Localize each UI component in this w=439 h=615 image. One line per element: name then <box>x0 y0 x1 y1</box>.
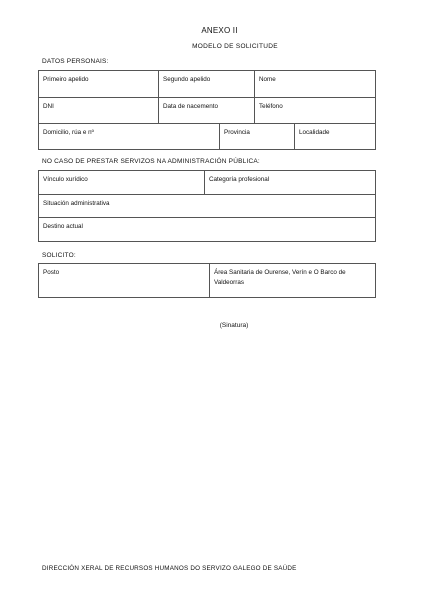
birth-date-label: Data de nacemento <box>163 103 218 110</box>
professional-category-field[interactable] <box>204 171 375 194</box>
request-heading: SOLICITO: <box>42 252 76 259</box>
public-row-destination <box>39 218 375 241</box>
second-surname-field[interactable] <box>158 71 254 97</box>
professional-category-label: Categoría profesional <box>209 176 270 183</box>
administrative-status-field[interactable] <box>39 195 375 217</box>
personal-row-id <box>39 98 375 124</box>
locality-field[interactable] <box>294 124 375 149</box>
health-area-line-1: Área Sanitaria de Ourense, Verín e O Barco de <box>214 269 346 276</box>
position-field[interactable] <box>39 264 209 297</box>
phone-label: Teléfono <box>259 103 283 110</box>
request-box <box>38 263 376 298</box>
dni-field[interactable] <box>39 98 158 123</box>
health-area-line-2: Valdeorras <box>214 279 244 286</box>
legal-link-field[interactable] <box>39 171 204 194</box>
form-title: MODELO DE SOLICITUDE <box>192 43 278 50</box>
dni-label: DNI <box>43 103 54 110</box>
current-destination-field[interactable] <box>39 218 375 241</box>
address-field[interactable] <box>39 124 219 149</box>
phone-field[interactable] <box>254 98 375 123</box>
public-row-status <box>39 195 375 218</box>
second-surname-label: Segundo apelido <box>163 76 211 83</box>
province-field[interactable] <box>219 124 294 149</box>
footer-issuer: DIRECCIÓN XERAL DE RECURSOS HUMANOS DO SERVIZO GALEGO DE SAÚDE <box>42 565 297 572</box>
name-label: Nome <box>259 76 276 83</box>
public-service-box <box>38 170 376 242</box>
health-area-field <box>209 264 375 297</box>
locality-label: Localidade <box>299 129 330 136</box>
personal-row-address <box>39 124 375 149</box>
request-row <box>39 264 375 297</box>
position-label: Posto <box>43 269 60 276</box>
personal-data-box <box>38 70 376 150</box>
signature-label: (Sinatura) <box>219 322 249 329</box>
administrative-status-label: Situación administrativa <box>43 200 110 207</box>
public-service-heading: NO CASO DE PRESTAR SERVIZOS NA ADMINISTRACIÓN PÚBLICA: <box>42 158 260 165</box>
province-label: Provincia <box>224 129 250 136</box>
personal-data-heading: DATOS PERSONAIS: <box>42 58 109 65</box>
public-row-link <box>39 171 375 195</box>
legal-link-label: Vínculo xurídico <box>43 176 88 183</box>
first-surname-label: Primeiro apelido <box>43 76 89 83</box>
personal-row-names <box>39 71 375 98</box>
current-destination-label: Destino actual <box>43 223 83 230</box>
name-field[interactable] <box>254 71 375 97</box>
address-label: Domicilio, rúa e nº <box>43 129 94 136</box>
annex-title: ANEXO II <box>201 26 238 35</box>
birth-date-field[interactable] <box>158 98 254 123</box>
first-surname-field[interactable] <box>39 71 158 97</box>
